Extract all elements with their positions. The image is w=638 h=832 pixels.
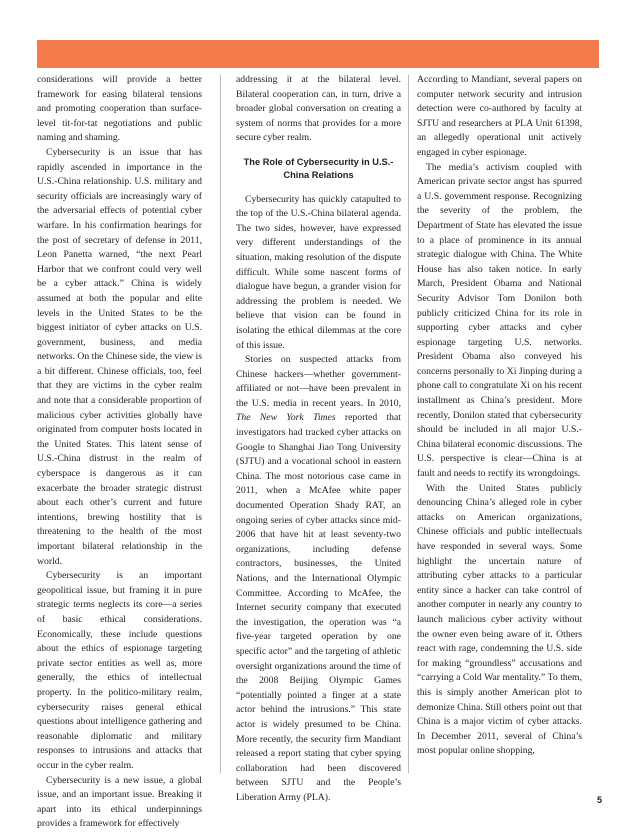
text-column-3	[417, 73, 582, 773]
header-accent-bar	[37, 40, 599, 68]
paragraph: The media’s activism coupled with American private sector angst has spurred a U.S. government response. Recognizing the severity of the problem, the Department of State has elevated the issue to a place of prominence in its annual strategic dialogue with China. The White House has also taken notice. In early March, President Obama and National Security Advisor Tom Donilon both publicly criticized China for its role in supporting cyber attacks and cyber espionage targeting U.S. networks. President Obama also conveyed his concerns personally to Xi Jinping during a phone call to congratulate Xi on his recent installment as China’s president. More recently, Donilon stated that cybersecurity should be included in all major U.S.-China bilateral economic discussions. The U.S. perspective is clear—China is at fault and needs to rectify its wrongdoings.	[417, 161, 582, 480]
text-column-2	[236, 73, 401, 803]
paragraph: addressing it at the bilateral level. Bilateral cooperation can, in turn, drive a broader global conversation on creating a system of norms that provides for a more secure cyber realm.	[236, 74, 401, 144]
column-divider	[408, 75, 409, 773]
paragraph: Cybersecurity is a new issue, a global issue, and an important issue. Breaking it apart into its ethical underpinnings provides a framework for effectively	[37, 774, 202, 830]
paragraph: With the United States publicly denouncing China’s alleged role in cyber attacks on American organizations, Chinese officials and public intellectuals have responded in several ways. Some highlight the uncertain nature of attributing cyber attacks to a particular entity since a hacker can take control of another computer in nearly any country to launch malicious cyber activity without the owner even being aware of it. Others react with rage, condemning the U.S. side for making “groundless” accusations and “carrying a Cold War mentality.” To them, this is simply another American plot to demonize China. Still others point out that China is a major victim of cyber attacks. In December 2011, several of China’s most popular online shopping,	[417, 482, 582, 757]
text-column-1	[37, 73, 202, 830]
paragraph-text: Stories on suspected attacks from Chinese hackers—whether government-affiliated or not—have been prevalent in the U.S. media in recent years. In 2010,	[236, 354, 401, 409]
paragraph	[236, 353, 401, 805]
paragraph: considerations will provide a better framework for easing bilateral tensions and promoting cooperation than surface-level tit-for-tat negotiations and public naming and shaming.	[37, 74, 202, 144]
publication-title: The New York Times	[236, 412, 336, 424]
column-divider	[220, 75, 221, 773]
paragraph: According to Mandiant, several papers on computer network security and intrusion detection were co-authored by faculty at SJTU and researchers at PLA Unit 61398, an allegedly operational unit actively engaged in cyber espionage.	[417, 74, 582, 158]
paragraph: Cybersecurity has quickly catapulted to the top of the U.S.-China bilateral agenda. The two sides, however, have expressed very different understandings of the situation, making resolution of the dispute difficult. While some nascent forms of dialogue have begun, a grander vision for addressing the problem is needed. We believe that vision can be found in isolating the ethical dilemmas at the core of this issue.	[236, 193, 401, 351]
page-number: 5	[596, 795, 602, 805]
paragraph: Cybersecurity is an important geopolitical issue, but framing it in pure strategic terms neglects its core—a series of basic ethical considerations. Economically, these include questions about the ethics of espionage targeting private sector entities as well as, more generally, the ethics of intellectual property. In the politico-military realm, cybersecurity raises general ethical questions about intelligence gathering and reasonable diplomatic and military responses to intrusions and attacks that occur in the cyber realm.	[37, 570, 202, 771]
section-heading: The Role of Cybersecurity in U.S.-China Relations	[243, 156, 394, 180]
paragraph-text: reported that investigators had tracked cyber attacks on Google to Shanghai Jiao Tong University (SJTU) and a vocational school in eastern China. The most notorious case came in 2011, when a McAfee white paper documented Operation Shady RAT, an ongoing series of cyber attacks since mid-2006 that have hit at least seventy-two organizations, including defense contractors, businesses, the United Nations, and the International Olympic Committee. According to McAfee, the Internet security company that executed the investigation, the operation was “a five-year targeted operation by one specific actor” and the targeting of athletic oversight organizations around the time of the 2008 Beijing Olympic Games “potentially pointed a finger at a state actor behind the intrusions.” This state actor is widely presumed to be China. More recently, the security firm Mandiant released a report stating that cyber spying collaboration had been discovered between SJTU and the People’s Liberation Army (PLA).	[236, 412, 401, 803]
paragraph: Cybersecurity is an issue that has rapidly ascended in importance in the U.S.-China relationship. U.S. military and security officials are increasingly wary of the adversarial effects of potential cyber warfare. In his confirmation hearings for the post of secretary of defense in 2011, Leon Panetta warned, “the next Pearl Harbor that we confront could very well be a cyber attack.” China is widely assumed at both the popular and elite levels in the United States to be the biggest initiator of cyber attacks on U.S. government, business, and media networks. On the Chinese side, the view is a bit different. Chinese officials, too, feel that they are victims in the cyber realm and note that a considerable proportion of malicious cyber activities globally have originated from computer hosts located in the United States. This latent sense of U.S.-China distrust in the realm of cyberspace is dangerous as it can exacerbate the broader strategic distrust about each other’s current and future intentions, brewing hostility that is threatening to the health of the most important bilateral relationship in the world.	[37, 146, 202, 567]
